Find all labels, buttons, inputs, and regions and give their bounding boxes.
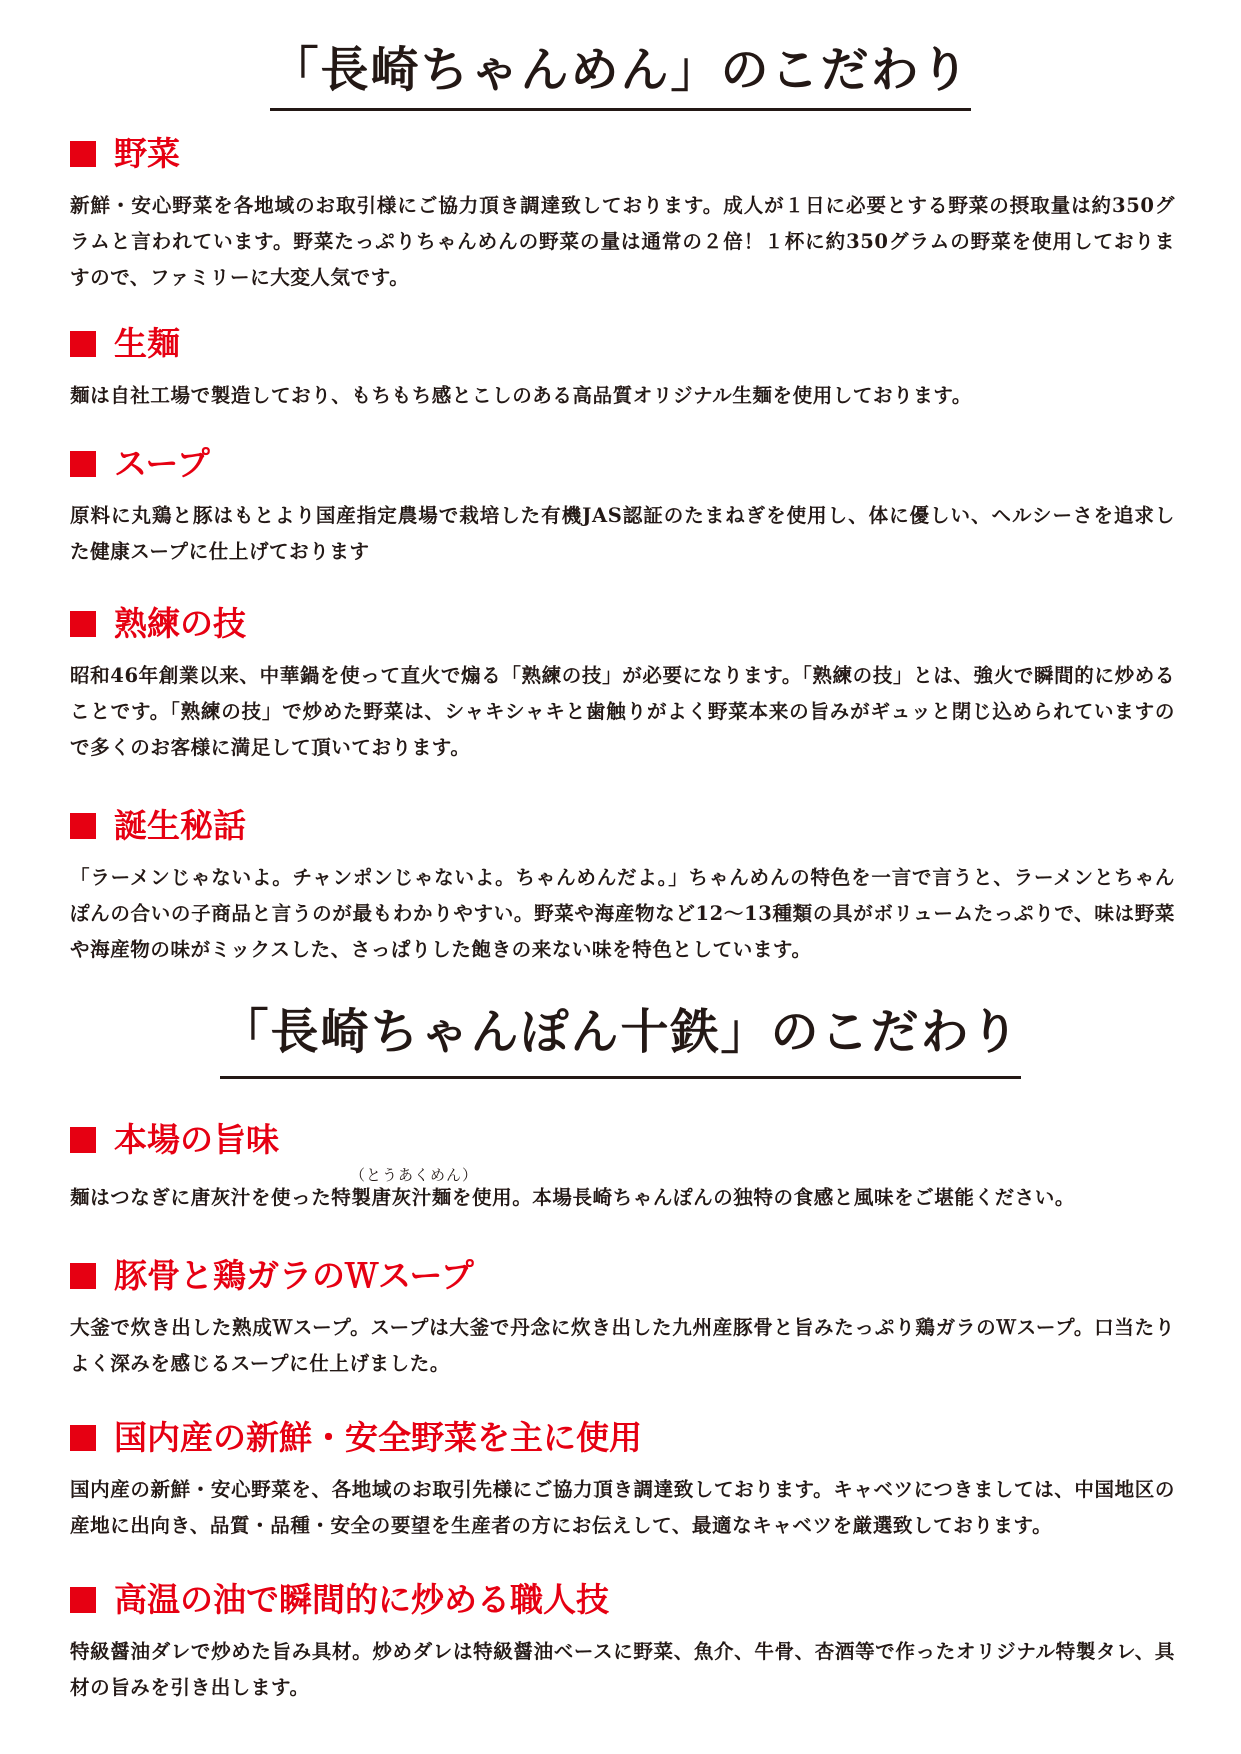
red-square-bullet-icon	[70, 813, 96, 839]
section-body: 特級醤油ダレで炒めた旨み具材。炒めダレは特級醤油ベースに野菜、魚介、牛骨、杏酒等で作ったオリジナル特製タレ、具材の旨みを引き出します。	[70, 1639, 1175, 1699]
section-heading	[70, 444, 1175, 484]
section-heading	[70, 1120, 1175, 1160]
section-yasai	[70, 134, 1175, 296]
furigana-toakumen: （とうあくめん）	[350, 1166, 479, 1184]
section-body: 国内産の新鮮・安心野菜を、各地域のお取引先様にご協力頂き調達致しております。キャベツにつきましては、中国地区の産地に出向き、品質・品種・安全の要望を生産者の方にお伝えして、最適なキャベツを厳選致しております。	[70, 1477, 1175, 1537]
section-heading	[70, 1418, 1175, 1458]
section-body: 昭和46年創業以来、中華鍋を使って直火で煽る「熟練の技」が必要になります。「熟練の技」とは、強火で瞬間的に炒めることです。「熟練の技」で炒めた野菜は、シャキシャキと歯触りがよく野菜本来の旨みがギュッと閉じ込められていますので多くのお客様に満足して頂いております。	[70, 663, 1175, 759]
heading-text: 豚骨と鶏ガラのＷスープ	[114, 1256, 474, 1295]
page-title: 「長崎ちゃんめん」のこだわり	[270, 42, 970, 111]
section-heading	[70, 806, 1175, 846]
red-square-bullet-icon	[70, 1263, 96, 1289]
heading-text: 熟練の技	[114, 604, 246, 643]
section-heading	[70, 604, 1175, 644]
section-namamen	[70, 324, 1175, 414]
title-nagasaki-chanmen	[0, 42, 1241, 111]
heading-text: 高温の油で瞬間的に炒める職人技	[114, 1580, 609, 1619]
page-title: 「長崎ちゃんぽん十鉄」のこだわり	[220, 1004, 1020, 1079]
red-square-bullet-icon	[70, 331, 96, 357]
section-heading	[70, 1580, 1175, 1620]
heading-text: スープ	[114, 444, 210, 483]
section-body: 原料に丸鶏と豚はもとより国産指定農場で栽培した有機JAS認証のたまねぎを使用し、体に優しい、ヘルシーさを追求した健康スープに仕上げております	[70, 503, 1175, 563]
section-soup	[70, 444, 1175, 570]
section-kokunai-yasai	[70, 1418, 1175, 1544]
heading-text: 本場の旨味	[114, 1120, 279, 1159]
red-square-bullet-icon	[70, 1587, 96, 1613]
heading-text: 生麺	[114, 324, 180, 363]
heading-text: 国内産の新鮮・安全野菜を主に使用	[114, 1418, 642, 1457]
red-square-bullet-icon	[70, 141, 96, 167]
section-heading	[70, 324, 1175, 364]
section-shokunin-waza	[70, 1580, 1175, 1706]
red-square-bullet-icon	[70, 1127, 96, 1153]
section-jukuren	[70, 604, 1175, 766]
section-heading	[70, 134, 1175, 174]
section-body: 新鮮・安心野菜を各地域のお取引様にご協力頂き調達致しております。成人が１日に必要とする野菜の摂取量は約350グラムと言われています。野菜たっぷりちゃんめんの野菜の量は通常の２倍！１杯に約350グラムの野菜を使用しておりますので、ファミリーに大変人気です。	[70, 193, 1175, 289]
section-body: 麺は自社工場で製造しており、もちもち感とこしのある高品質オリジナル生麺を使用しております。	[70, 383, 972, 407]
heading-text: 野菜	[114, 134, 180, 173]
section-heading	[70, 1256, 1175, 1296]
red-square-bullet-icon	[70, 451, 96, 477]
section-body: 「ラーメンじゃないよ。チャンポンじゃないよ。ちゃんめんだよ。」ちゃんめんの特色を一言で言うと、ラーメンとちゃんぽんの合いの子商品と言うのが最もわかりやすい。野菜や海産物など12～13種類の具がボリュームたっぷりで、味は野菜や海産物の味がミックスした、さっぱりした飽きの来ない味を特色としています。	[70, 865, 1175, 961]
title-nagasaki-champon-juttetsu	[0, 1004, 1241, 1079]
section-honba-no-umami	[70, 1120, 1175, 1216]
red-square-bullet-icon	[70, 611, 96, 637]
section-body: 大釜で炊き出した熟成Ｗスープ。スープは大釜で丹念に炊き出した九州産豚骨と旨みたっぷり鶏ガラのＷスープ。口当たりよく深みを感じるスープに仕上げました。	[70, 1315, 1175, 1375]
section-body: 麺はつなぎに唐灰汁を使った特製唐灰汁麺を使用。本場長崎ちゃんぽんの独特の食感と風味をご堪能ください。	[70, 1185, 1076, 1209]
section-tanjo-hiwa	[70, 806, 1175, 968]
heading-text: 誕生秘話	[114, 806, 246, 845]
red-square-bullet-icon	[70, 1425, 96, 1451]
section-w-soup	[70, 1256, 1175, 1382]
